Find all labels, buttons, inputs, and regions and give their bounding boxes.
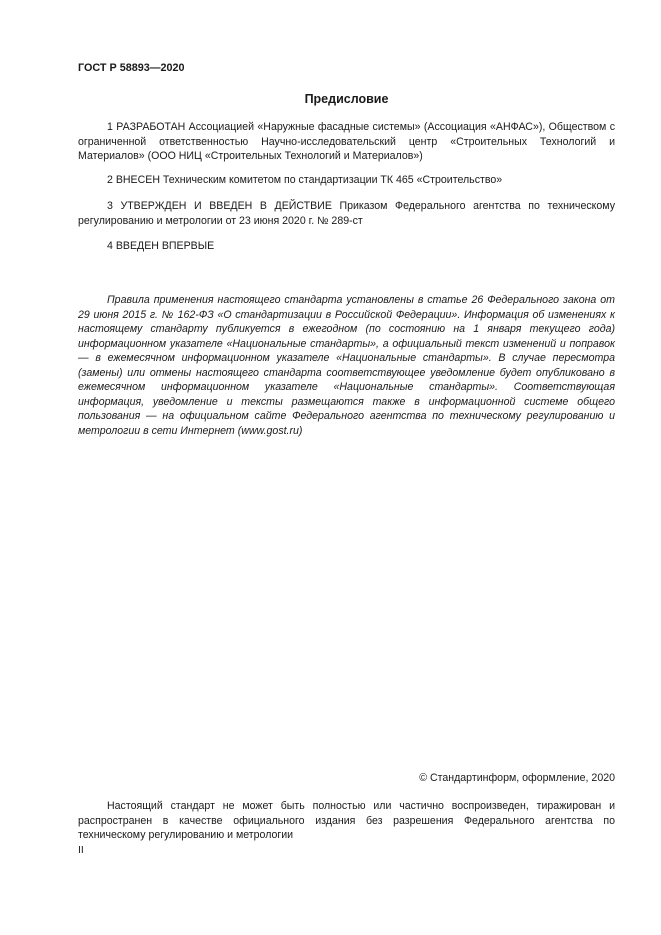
rules-of-application-note: Правила применения настоящего стандарта установлены в статье 26 Федерального закона от 29 июня 2015 г. № 162-ФЗ «О стандартизации в Российской Федерации». Информация об изменениях к настоящему стандарту публикуется в ежегодном (по состоянию на 1 января текущего года) информационном указателе «Национальные стандарты», а официальный текст изменений и поправок — в ежемесячном информационном указателе «Национальные стандарты». В случае пересмотра (замены) или отмены настоящего стандарта соответствующее уведомление будет опубликовано в ежемесячном информационном указателе «Национальные стандарты». Соответствующая информация, уведомление и тексты размещаются также в информационной системе общего пользования — на официальном сайте Федерального агентства по техническому регулированию и метрологии в сети Интернет (www.gost.ru) (78, 294, 615, 437)
paragraph-introduced-by: 2 ВНЕСЕН Техническим комитетом по стандартизации ТК 465 «Строительство» (107, 174, 503, 186)
copyright-line: © Стандартинформ, оформление, 2020 (419, 772, 615, 784)
page-title: Предисловие (304, 92, 389, 106)
standard-id-header: ГОСТ Р 58893—2020 (78, 62, 185, 74)
paragraph-developed-by: 1 РАЗРАБОТАН Ассоциацией «Наружные фасадные системы» (Ассоциация «АНФАС»), Обществом с ограниченной ответственностью Научно-исследовательский центр «Строительных Технологий и Материалов» (ООО НИЦ «Строительных Технологий и Материалов») (78, 121, 615, 162)
reprint-notice: Настоящий стандарт не может быть полностью или частично воспроизведен, тиражирован и распространен в качестве официального издания без разрешения Федерального агентства по техническому регулированию и метрологии (78, 800, 615, 841)
paragraph-approved: 3 УТВЕРЖДЕН И ВВЕДЕН В ДЕЙСТВИЕ Приказом Федерального агентства по техническому регулированию и метрологии от 23 июня 2020 г. № 289-ст (78, 200, 615, 227)
paragraph-first-introduced: 4 ВВЕДЕН ВПЕРВЫЕ (107, 240, 215, 252)
page-number: II (78, 844, 84, 856)
